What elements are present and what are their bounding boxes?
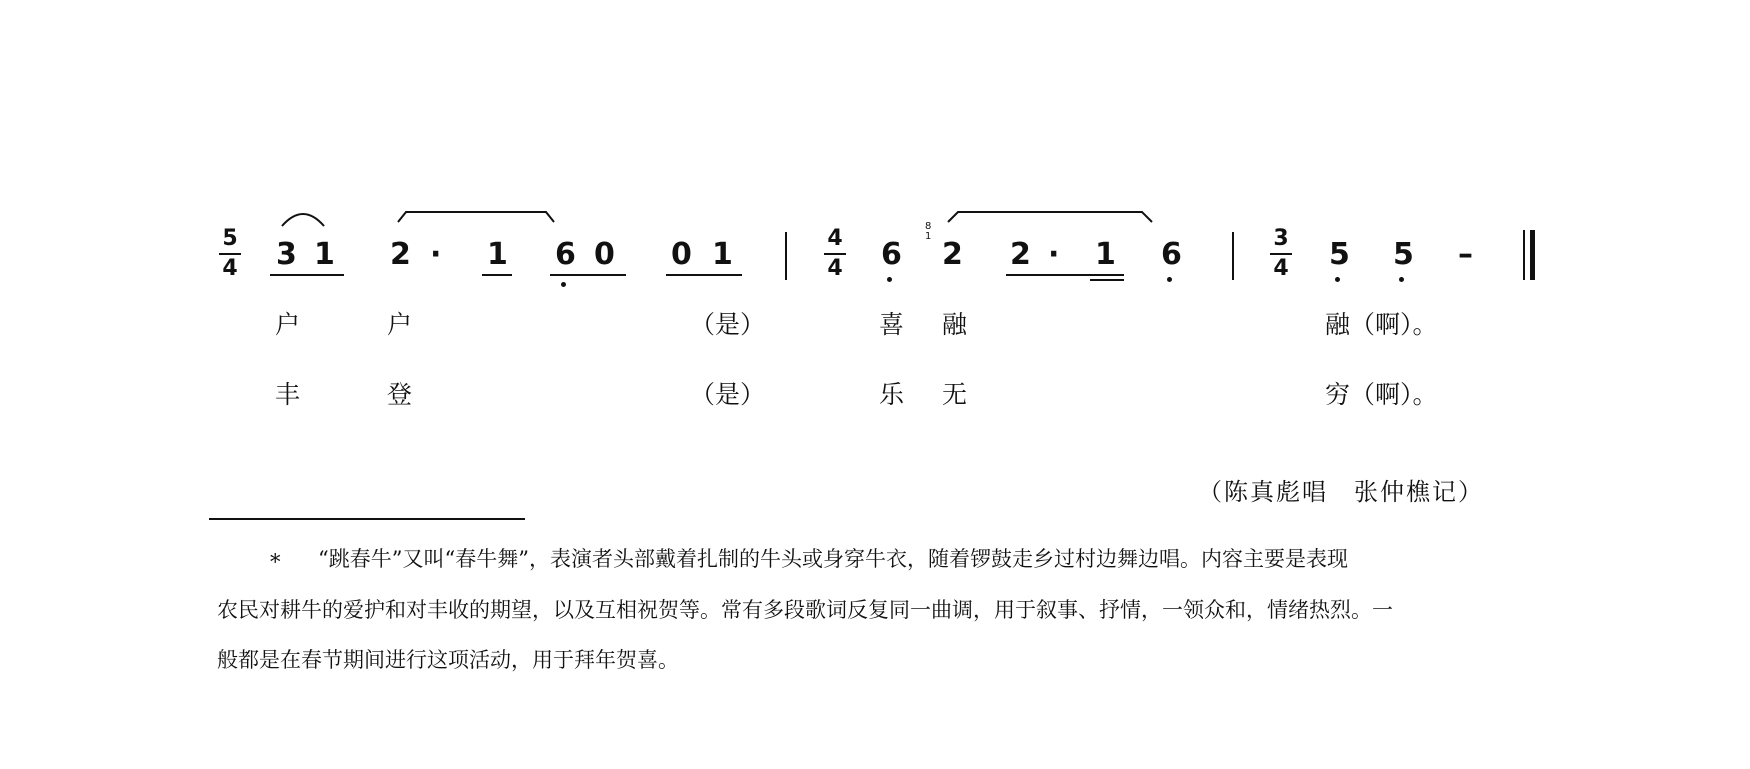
note: 0 <box>671 237 692 272</box>
bar-line <box>785 232 787 280</box>
sixteenth-underline <box>1090 279 1124 281</box>
eighth-underline <box>270 274 344 276</box>
footnote-text-line-1: “跳春牛”又叫“春牛舞”，表演者头部戴着扎制的牛头或身穿牛衣，随着锣鼓走乡过村边舞边唱。内容主要是表现 <box>318 547 1348 571</box>
lyric-syllable: 户 <box>387 310 413 339</box>
slur <box>280 208 326 228</box>
low-octave-dot <box>1399 277 1404 282</box>
performer-credit: （陈真彪唱 张仲樵记） <box>1198 478 1484 506</box>
low-octave-dot <box>887 277 892 282</box>
note: 2 <box>1010 237 1031 272</box>
time-signature-bottom: 4 <box>1273 256 1289 281</box>
dash: – <box>1458 237 1473 272</box>
eighth-underline <box>1006 274 1124 276</box>
note: 5 <box>1393 237 1414 272</box>
time-signature-line <box>824 253 846 255</box>
note: 6 <box>1161 237 1182 272</box>
lyric-syllable: 融（啊）。 <box>1325 310 1438 339</box>
final-bar-thick <box>1530 230 1535 280</box>
slur <box>946 206 1156 226</box>
footnote-text-line-3: 般都是在春节期间进行这项活动，用于拜年贺喜。 <box>217 648 679 672</box>
note: 0 <box>594 237 615 272</box>
time-signature-top: 3 <box>1273 226 1289 251</box>
lyric-syllable: （是） <box>690 380 766 409</box>
lyric-syllable: 登 <box>387 380 413 409</box>
note: 1 <box>487 237 508 272</box>
footnote-text-line-2: 农民对耕牛的爱护和对丰收的期望，以及互相祝贺等。常有多段歌词反复同一曲调，用于叙事、抒情，一领众和，情绪热烈。一 <box>217 598 1393 622</box>
lyric-syllable: 丰 <box>275 380 301 409</box>
lyric-syllable: 户 <box>275 310 301 339</box>
note: 2 <box>390 237 411 272</box>
final-bar-thin <box>1523 230 1525 280</box>
note: 3 <box>276 237 297 272</box>
note: 6 <box>555 237 576 272</box>
slur <box>396 206 556 226</box>
lyric-syllable: 融 <box>942 310 968 339</box>
bar-line <box>1232 232 1234 280</box>
lyric-syllable: 乐 <box>879 380 905 409</box>
eighth-underline <box>482 274 512 276</box>
note-dot: · <box>430 237 442 272</box>
lyric-syllable: 无 <box>942 380 968 409</box>
low-octave-dot <box>1335 277 1340 282</box>
footnote-marker: * <box>270 550 281 574</box>
footnote-separator <box>209 518 525 520</box>
lyric-syllable: 喜 <box>879 310 905 339</box>
note: 2 <box>942 237 963 272</box>
lyric-syllable: 穷（啊）。 <box>1325 380 1438 409</box>
eighth-underline <box>550 274 626 276</box>
note: 6 <box>881 237 902 272</box>
note: 1 <box>1095 237 1116 272</box>
low-octave-dot <box>561 282 566 287</box>
lyric-syllable: （是） <box>690 310 766 339</box>
time-signature-top: 5 <box>222 226 238 251</box>
time-signature-bottom: 4 <box>222 256 238 281</box>
note-dot: · <box>1048 237 1060 272</box>
eighth-underline <box>666 274 742 276</box>
low-octave-dot <box>1167 277 1172 282</box>
time-signature-bottom: 4 <box>827 256 843 281</box>
note: 5 <box>1329 237 1350 272</box>
note: 1 <box>314 237 335 272</box>
time-signature-top: 4 <box>827 226 843 251</box>
note: 1 <box>712 237 733 272</box>
time-signature-line <box>219 253 241 255</box>
grace-note: 8 1 <box>925 221 932 242</box>
time-signature-line <box>1270 253 1292 255</box>
